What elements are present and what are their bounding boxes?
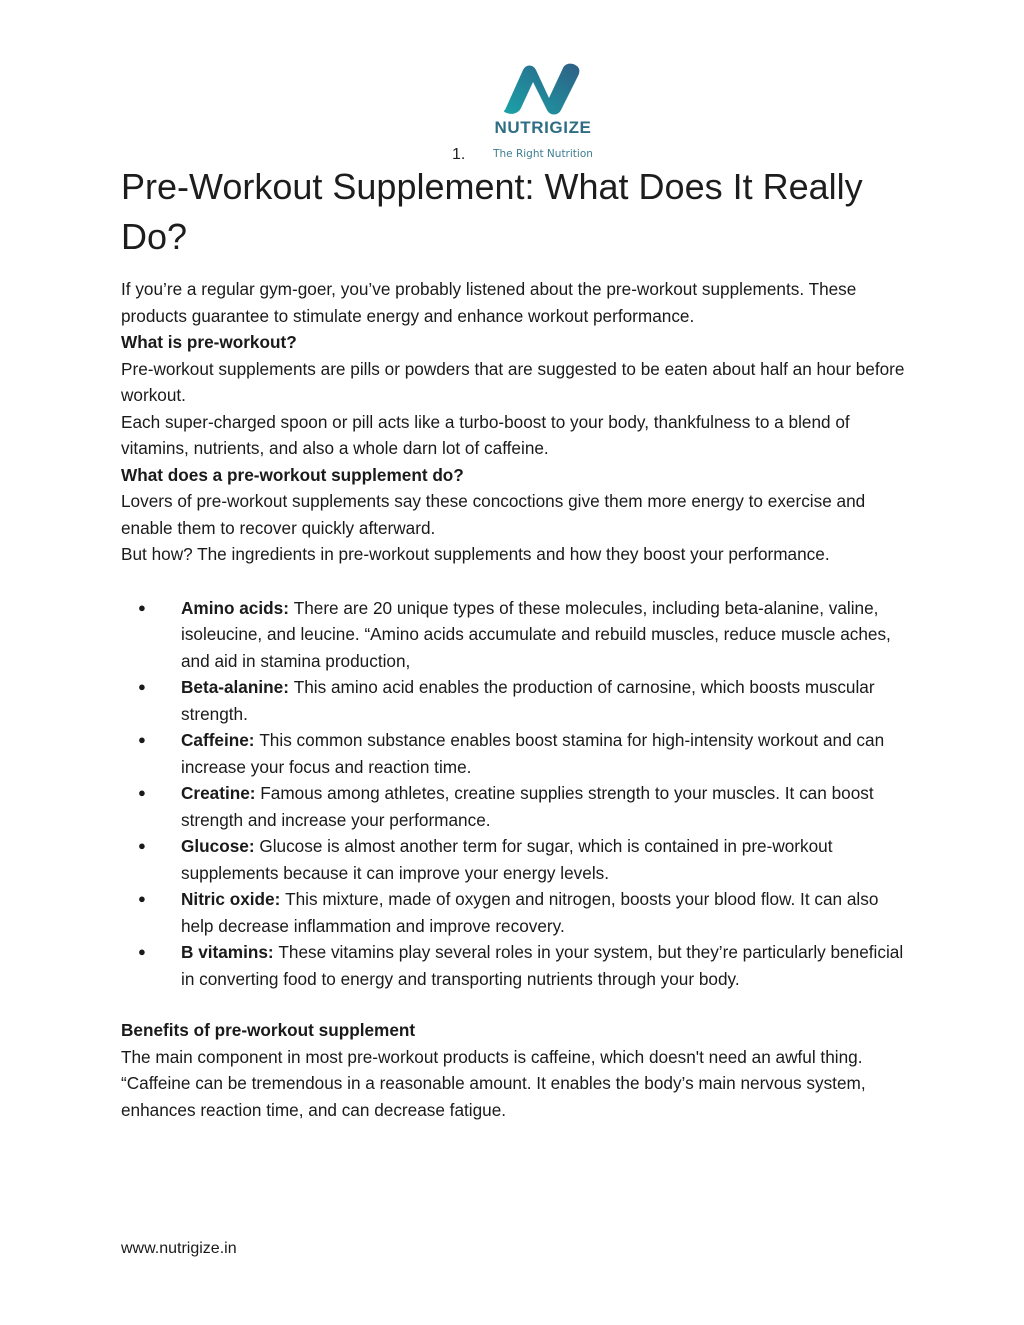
list-item-beta-alanine <box>121 674 911 727</box>
bullet-icon: ● <box>138 599 146 615</box>
section-paragraph: Pre-workout supplements are pills or powders that are suggested to be eaten about half an hour before workout. <box>121 358 905 405</box>
ingredient-description: There are 20 unique types of these molecules, including beta-alanine, valine, isoleucine, and leucine. “Amino acids accumulate and rebuild muscles, reduce muscle aches, and aid in stamina production, <box>181 597 891 671</box>
ingredient-name: B vitamins: <box>181 942 279 962</box>
list-item-creatine <box>121 780 911 833</box>
brand-tagline: The Right Nutrition <box>493 148 593 160</box>
list-item-caffeine <box>121 727 911 780</box>
section-paragraph: But how? The ingredients in pre-workout supplements and how they boost your performance. <box>121 544 830 564</box>
bullet-icon: ● <box>138 732 146 747</box>
bullet-icon: ● <box>138 944 146 959</box>
page-number: 1. <box>452 146 466 163</box>
brand-name: NUTRIGIZE <box>494 118 592 137</box>
document-body <box>121 276 911 1123</box>
section-heading-benefits: Benefits of pre-workout supplement <box>121 1020 416 1040</box>
list-item-glucose <box>121 833 911 886</box>
bullet-icon: ● <box>138 679 146 694</box>
ingredient-name: Amino acids: <box>181 597 294 618</box>
nutrigize-n-logo-icon <box>499 60 585 116</box>
intro-paragraph: If you’re a regular gym-goer, you’ve probably listened about the pre-workout supplements. These products guarantee to stimulate energy and enhance workout performance. <box>121 279 857 326</box>
list-item-amino-acids <box>121 595 911 675</box>
ingredient-name: Creatine: <box>181 783 261 803</box>
brand-logo <box>481 58 605 164</box>
footer-website-url: www.nutrigize.in <box>121 1240 237 1257</box>
ingredient-description: This mixture, made of oxygen and nitrogen, boosts your blood flow. It can also help decrease inflammation and improve recovery. <box>181 889 879 936</box>
section-heading-what-is: What is pre-workout? <box>121 332 297 352</box>
section-heading-what-does: What does a pre-workout supplement do? <box>121 464 464 485</box>
ingredient-description: These vitamins play several roles in your system, but they’re particularly beneficial in converting food to energy and transporting nutrients through your body. <box>181 942 904 989</box>
bullet-icon: ● <box>138 891 146 906</box>
page-title: Pre-Workout Supplement: What Does It Really Do? <box>121 166 863 257</box>
ingredient-description: This common substance enables boost stamina for high-intensity workout and can increase your focus and reaction time. <box>181 730 885 777</box>
section-paragraph: The main component in most pre-workout products is caffeine, which doesn't need an awful thing. “Caffeine can be tremendous in a reasonable amount. It enables the body’s main nervous system, enhances reaction time, and can decrease fatigue. <box>121 1046 866 1120</box>
ingredient-description: Glucose is almost another term for sugar, which is contained in pre-workout supplements because it can improve your energy levels. <box>181 836 833 883</box>
section-paragraph: Lovers of pre-workout supplements say these concoctions give them more energy to exercise and enable them to recover quickly afterward. <box>121 491 866 538</box>
ingredient-name: Caffeine: <box>181 730 260 750</box>
ingredient-name: Beta-alanine: <box>181 677 294 697</box>
ingredient-list <box>121 595 911 993</box>
ingredient-name: Glucose: <box>181 836 260 856</box>
list-item-b-vitamins <box>121 939 911 992</box>
ingredient-description: Famous among athletes, creatine supplies strength to your muscles. It can boost strength and increase your performance. <box>181 783 874 830</box>
ingredient-name: Nitric oxide: <box>181 889 286 909</box>
bullet-icon: ● <box>138 838 146 853</box>
section-paragraph: Each super-charged spoon or pill acts like a turbo-boost to your body, thankfulness to a blend of vitamins, nutrients, and also a whole darn lot of caffeine. <box>121 411 850 458</box>
ingredient-description: This amino acid enables the production of carnosine, which boosts muscular strength. <box>181 677 875 724</box>
list-item-nitric-oxide <box>121 886 911 939</box>
bullet-icon: ● <box>138 785 146 800</box>
